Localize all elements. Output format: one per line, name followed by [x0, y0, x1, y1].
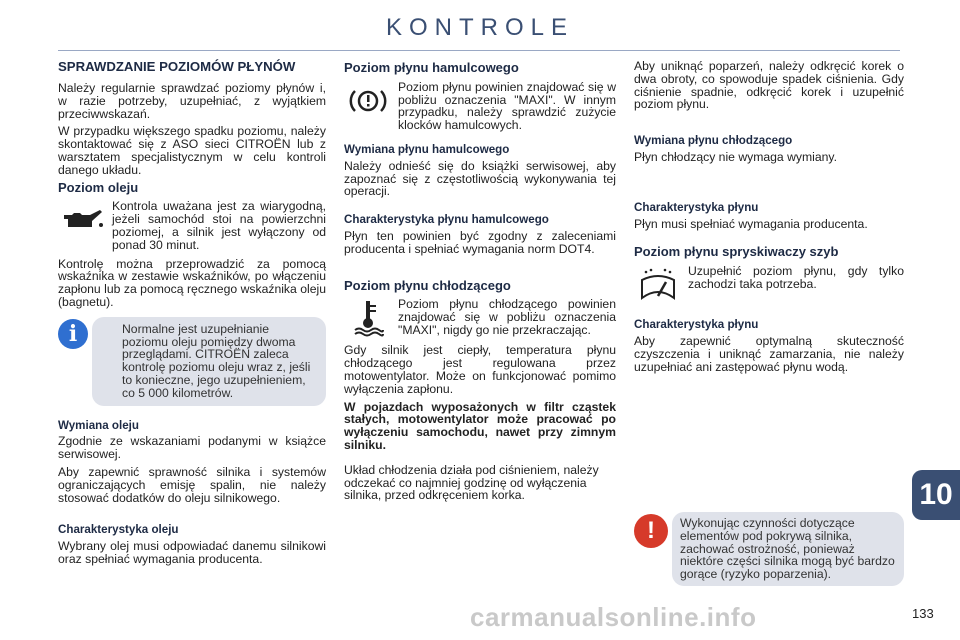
- page-title: KONTROLE: [385, 14, 575, 41]
- warning-box: Wykonując czynności dotyczące elementów pod pokrywą silnika, zachować ostrożność, ponieważ niektóre części silnika mogą być bardzo gorące (ryzyko poparzenia).: [672, 512, 904, 586]
- page-number: 133: [912, 606, 934, 621]
- coolant-change-heading: Wymiana płynu chłodzącego: [634, 134, 793, 148]
- brake-change-heading: Wymiana płynu hamulcowego: [344, 142, 510, 156]
- washer-fluid-heading: Poziom płynu spryskiwaczy szyb: [634, 244, 839, 260]
- brake-icon-row: [344, 81, 616, 132]
- paragraph: Aby uniknąć poparzeń, należy odkręcić korek o dwa obroty, co spowoduje spadek ciśnienia. Gdy ciśnienie spadnie, odkręcić korek i uzupełnić poziom płynu.: [634, 59, 904, 112]
- washer-icon-text: Uzupełnić poziom płynu, gdy tylko zachodzi taka potrzeba.: [688, 264, 904, 291]
- oil-icon-row: [58, 200, 326, 251]
- coolant-icon-text: Poziom płynu chłodzącego powinien znajdować się w pobliżu oznaczenia "MAXI", nigdy go nie przekraczając.: [398, 297, 616, 337]
- paragraph: Aby zapewnić optymalną skuteczność czyszczenia i uniknąć zamarzania, nie należy uzupełniać ani zastępować płynu wodą.: [634, 333, 904, 374]
- coolant-temperature-icon: [344, 298, 392, 338]
- warning-icon: !: [634, 514, 668, 548]
- info-icon: i: [58, 319, 88, 349]
- column-3: [634, 60, 904, 378]
- paragraph: Płyn musi spełniać wymagania producenta.: [634, 216, 868, 231]
- paragraph: Płyn chłodzący nie wymaga wymiany.: [634, 149, 837, 164]
- paragraph: Wybrany olej musi odpowiadać danemu silnikowi oraz spełniać wymagania producenta.: [58, 539, 326, 566]
- column-1: [58, 60, 326, 571]
- paragraph: W przypadku większego spadku poziomu, należy skontaktować się z ASO sieci CITROËN lub z warsztatem specjalistycznym w celu kontroli danego układu.: [58, 124, 326, 177]
- section-heading-fluids: SPRAWDZANIE POZIOMÓW PŁYNÓW: [58, 59, 296, 74]
- brake-warning-icon: [344, 81, 392, 121]
- oil-icon-text: Kontrola uważana jest za wiarygodną, jeżeli samochód stoi na powierzchni poziomej, a silnik jest wyłączony od ponad 30 minut.: [112, 199, 326, 252]
- brake-icon-text: Poziom płynu powinien znajdować się w pobliżu oznaczenia "MAXI". W innym przypadku, należy sprawdzić zużycie klocków hamulcowych.: [398, 79, 616, 133]
- oil-can-icon: [58, 200, 106, 240]
- brake-spec-heading: Charakterystyka płynu hamulcowego: [344, 213, 549, 227]
- brake-fluid-heading: Poziom płynu hamulcowego: [344, 60, 519, 75]
- oil-spec-heading: Charakterystyka oleju: [58, 523, 179, 537]
- oil-level-heading: Poziom oleju: [58, 179, 139, 195]
- washer-icon-row: [634, 265, 904, 305]
- paragraph: Należy regularnie sprawdzać poziomy płynów i, w razie potrzeby, uzupełniać, z wyjątkiem przeciwwskazań.: [58, 81, 326, 121]
- info-box: [68, 317, 326, 406]
- chapter-tab: 10: [912, 470, 960, 520]
- paragraph-bold: W pojazdach wyposażonych w filtr cząstek stałych, motowentylator może pracować po wyłączeniu samochodu, nawet przy zimnym silniku.: [344, 399, 616, 452]
- watermark: carmanualsonline.info: [470, 602, 757, 632]
- info-text: Normalne jest uzupełnianie poziomu oleju pomiędzy dwoma przeglądami. CITROËN zaleca kontrolę poziomu oleju wraz z, jeśli to konieczne, jego uzupełnieniem, co 5 000 kilometrów.: [122, 321, 311, 400]
- windscreen-washer-icon: [634, 265, 682, 305]
- paragraph: Płyn ten powinien być zgodny z zaleceniami producenta i spełniać wymagania norm DOT4.: [344, 228, 616, 256]
- coolant-heading: Poziom płynu chłodzącego: [344, 277, 511, 293]
- paragraph: Aby zapewnić sprawność silnika i systemów ograniczających emisję spalin, nie należy stosować dodatków do oleju silnikowego.: [58, 464, 326, 505]
- paragraph: Należy odnieść się do książki serwisowej, aby zapoznać się z częstotliwością wykonywania tej operacji.: [344, 158, 616, 199]
- coolant-spec-heading: Charakterystyka płynu: [634, 200, 759, 214]
- paragraph: Zgodnie ze wskazaniami podanymi w książce serwisowej.: [58, 434, 326, 462]
- washer-spec-heading: Charakterystyka płynu: [634, 318, 759, 332]
- paragraph: Kontrolę można przeprowadzić za pomocą wskaźnika w zestawie wskaźników, po włączeniu zapłonu lub za pomocą ręcznego wskaźnika oleju (bagnetu).: [58, 256, 326, 309]
- header-divider: [58, 50, 900, 51]
- paragraph: Układ chłodzenia działa pod ciśnieniem, należy odczekać co najmniej godzinę od wyłączenia silnika, przed odkręceniem korka.: [344, 462, 599, 503]
- coolant-icon-row: [344, 298, 616, 338]
- paragraph: Gdy silnik jest ciepły, temperatura płynu chłodzącego jest regulowana przez motowentylator. Może on funkcjonować pomimo wyłączenia zapłonu.: [344, 343, 616, 396]
- column-2: [344, 60, 616, 507]
- oil-change-heading: Wymiana oleju: [58, 418, 139, 432]
